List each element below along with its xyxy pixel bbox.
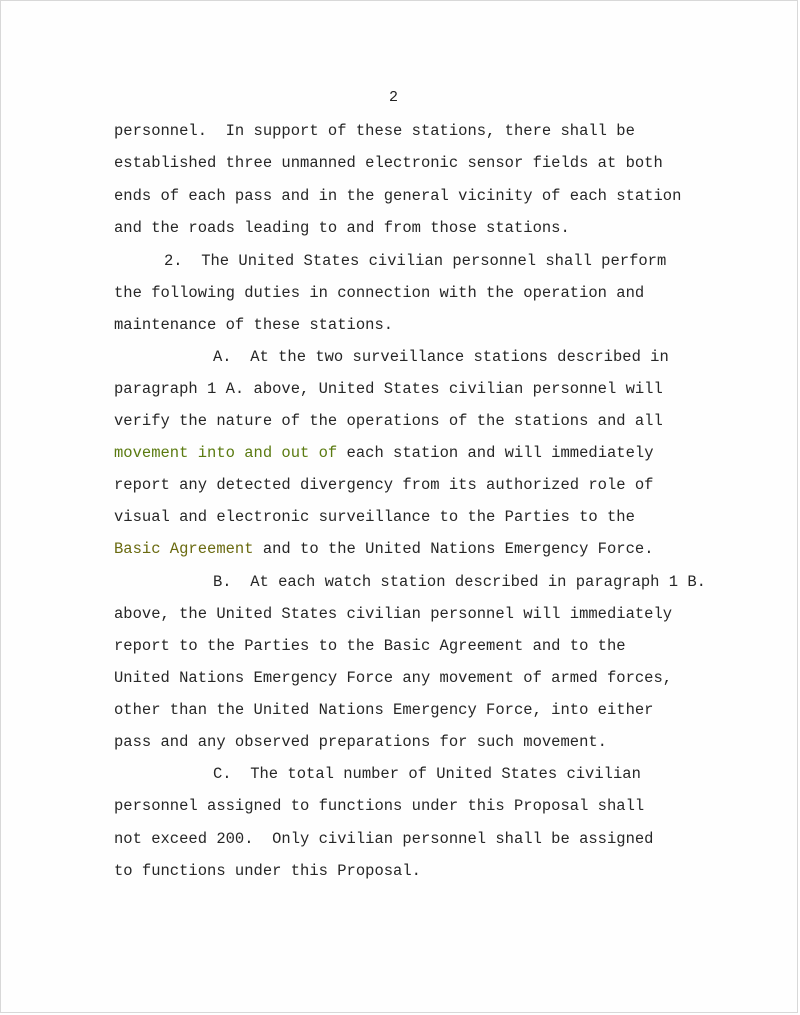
text-line: visual and electronic surveillance to the Parties to the bbox=[114, 508, 635, 526]
text-line: maintenance of these stations. bbox=[114, 316, 394, 334]
text-line: report to the Parties to the Basic Agreement and to the bbox=[114, 637, 626, 655]
highlighted-phrase: Basic Agreement bbox=[114, 540, 254, 558]
text-line: United Nations Emergency Force any movement of armed forces, bbox=[114, 669, 673, 687]
text-fragment: each station and will immediately bbox=[337, 444, 654, 462]
text-line: not exceed 200. Only civilian personnel shall be assigned bbox=[114, 830, 654, 848]
highlighted-phrase: movement into and out of bbox=[114, 444, 338, 462]
text-line: paragraph 1 A. above, United States civilian personnel will bbox=[114, 380, 663, 398]
text-line: verify the nature of the operations of the stations and all bbox=[114, 412, 663, 430]
text-line: personnel. In support of these stations, there shall be bbox=[114, 122, 635, 140]
text-line: and the roads leading to and from those stations. bbox=[114, 219, 570, 237]
paragraph-2-start: 2. The United States civilian personnel shall perform bbox=[164, 252, 667, 270]
text-line: other than the United Nations Emergency Force, into either bbox=[114, 701, 654, 719]
text-line-highlighted bbox=[114, 443, 654, 463]
subparagraph-a-start: A. At the two surveillance stations described in bbox=[213, 348, 669, 366]
subparagraph-b-start: B. At each watch station described in paragraph 1 B. bbox=[213, 573, 706, 591]
text-line: ends of each pass and in the general vicinity of each station bbox=[114, 187, 682, 205]
text-line: pass and any observed preparations for such movement. bbox=[114, 733, 607, 751]
text-line: above, the United States civilian personnel will immediately bbox=[114, 605, 673, 623]
text-line: the following duties in connection with the operation and bbox=[114, 284, 645, 302]
text-line: personnel assigned to functions under this Proposal shall bbox=[114, 797, 645, 815]
text-line: to functions under this Proposal. bbox=[114, 862, 421, 880]
text-line-highlighted bbox=[114, 539, 654, 559]
text-fragment: and to the United Nations Emergency Force. bbox=[253, 540, 654, 558]
text-line: established three unmanned electronic sensor fields at both bbox=[114, 154, 663, 172]
page-number: 2 bbox=[389, 89, 399, 106]
text-line: report any detected divergency from its authorized role of bbox=[114, 476, 654, 494]
subparagraph-c-start: C. The total number of United States civilian bbox=[213, 765, 641, 783]
